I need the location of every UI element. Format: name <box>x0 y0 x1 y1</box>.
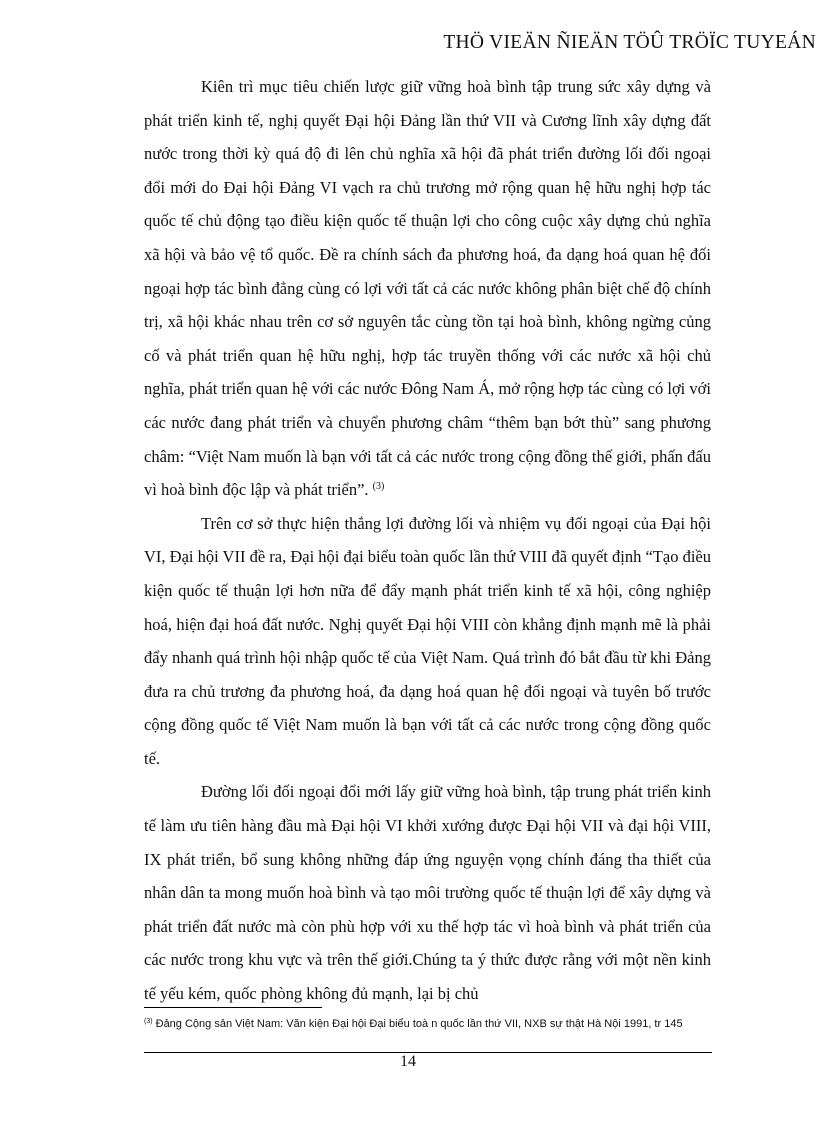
footnote-marker: (3) <box>144 1018 153 1025</box>
footnote-reference: (3) <box>372 481 385 493</box>
page-number: 14 <box>400 1053 416 1070</box>
paragraph-3: Đường lối đối ngoại đổi mới lấy giữ vững hoà bình, tập trung phát triển kinh tế làm ưu tiên hàng đầu mà Đại hội VI khởi xướng được Đại hội VII và đại hội VIII, IX phát triển, bổ sung không những đáp ứng nguyện vọng chính đáng tha thiết của nhân dân ta mong muốn hoà bình và tạo môi trường quốc tế thuận lợi để xây dựng và phát triển đất nước mà còn phù hợp với xu thế hợp tác vì hoà bình và phát triển của các nước trong khu vực và trên thế giới.Chúng ta ý thức được rằng với một nền kinh tế yếu kém, quốc phòng không đủ mạnh, lại bị chủ <box>144 782 711 1004</box>
paragraph-1 <box>144 70 711 507</box>
body-text <box>144 70 711 1011</box>
footnote <box>144 1016 711 1032</box>
page-header-title: THÖ VIEÄN ÑIEÄN TÖÛ TRÖÏC TUYEÁN <box>443 32 816 53</box>
paragraph-1-text: Kiên trì mục tiêu chiến lược giữ vững hoà bình tập trung sức xây dựng và phát triển kinh tế, nghị quyết Đại hội Đảng lần thứ VII và Cương lĩnh xây dựng đất nước trong thời kỳ quá độ đi lên chủ nghĩa xã hội đã phát triển đường lối đối ngoại đổi mới do Đại hội Đảng VI vạch ra chủ trương mở rộng quan hệ hữu nghị hợp tác quốc tế chủ động tạo điều kiện quốc tế thuận lợi cho công cuộc xây dựng chủ nghĩa xã hội và bảo vệ tổ quốc. Đề ra chính sách đa phương hoá, đa dạng hoá quan hệ đối ngoại hợp tác bình đẳng cùng có lợi với tất cả các nước không phân biệt chế độ chính trị, xã hội khác nhau trên cơ sở nguyên tắc cùng tồn tại hoà bình, không ngừng củng cố và phát triển quan hệ hữu nghị, hợp tác truyền thống với các nước xã hội chủ nghĩa, phát triển quan hệ với các nước Đông Nam Á, mở rộng hợp tác cùng có lợi với các nước đang phát triển và chuyển phương châm “thêm bạn bớt thù” sang phương châm: “Việt Nam muốn là bạn với tất cả các nước trong cộng đồng thế giới, phấn đấu vì hoà bình độc lập và phát triển”. <box>144 77 711 500</box>
footnote-divider <box>144 1007 322 1008</box>
paragraph-2: Trên cơ sở thực hiện thắng lợi đường lối và nhiệm vụ đối ngoại của Đại hội VI, Đại hội VII đề ra, Đại hội đại biểu toàn quốc lần thứ VIII đã quyết định “Tạo điều kiện quốc tế thuận lợi hơn nữa để đẩy mạnh phát triển kinh tế xã hội, công nghiệp hoá, hiện đại hoá đất nước. Nghị quyết Đại hội VIII còn khẳng định mạnh mẽ là phải đẩy nhanh quá trình hội nhập quốc tế của Việt Nam. Quá trình đó bắt đầu từ khi Đảng đưa ra chủ trương đa phương hoá, đa dạng hoá quan hệ đối ngoại và tuyên bố trước cộng đồng quốc tế Việt Nam muốn là bạn với tất cả các nước trong cộng đồng quốc tế. <box>144 513 711 768</box>
footnote-text: Đảng Cộng sản Việt Nam: Văn kiện Đại hội Đại biểu toà n quốc lần thứ VII, NXB sự thật Hà Nội 1991, tr 145 <box>155 1018 683 1030</box>
